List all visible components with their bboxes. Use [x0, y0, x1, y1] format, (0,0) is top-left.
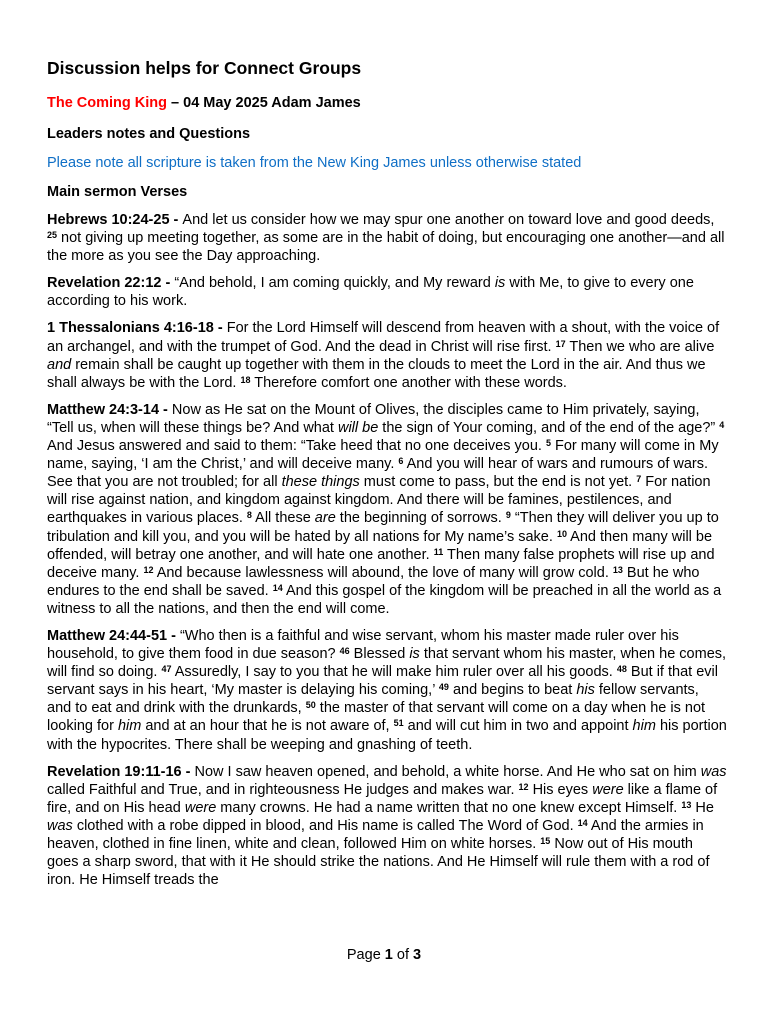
page-total: 3 — [413, 947, 422, 963]
passage-text: “And behold, I am coming quickly, and My reward — [174, 275, 495, 292]
passage-text: the master of that servant will come on a day when he is not looking for — [47, 700, 706, 735]
passage-text: Now out of His mouth goes a sharp sword, that with it He should strike the nations. And He Himself will rule them with a rod of iron. He Himself treads the — [47, 836, 710, 889]
scripture-passage — [47, 274, 727, 310]
passage-text: And let us consider how we may spur one another on toward love and good deeds, — [182, 212, 715, 228]
verse-number: 14 — [272, 582, 283, 593]
italic-text: are — [314, 510, 336, 527]
passage-text: fellow servants, and to eat and drink with the drunkards, — [47, 682, 699, 717]
passage-reference: Revelation 22:12 - — [47, 275, 175, 292]
passage-reference: Matthew 24:3-14 - — [47, 401, 172, 418]
passage-text: the beginning of sorrows. — [335, 510, 506, 527]
italic-text: his — [576, 682, 595, 699]
verse-number: 49 — [438, 682, 449, 693]
passage-text: like a flame of fire, and on His head — [47, 781, 718, 816]
passage-text: not giving up meeting together, as some are in the habit of doing, but encouraging one another—and all the more as you see the Day approaching. — [47, 230, 725, 265]
passage-text: that servant whom his master, when he comes, will find so doing. — [47, 646, 727, 681]
passage-text: His eyes — [528, 781, 593, 798]
passage-text: Then we who are alive — [565, 338, 715, 355]
passage-text: And the armies in heaven, clothed in fine linen, white and clean, followed Him on white horses. — [47, 817, 704, 852]
italic-text: him — [117, 718, 142, 735]
passage-text: But he who endures to the end shall be saved. — [47, 564, 700, 599]
passage-text: He — [691, 799, 714, 816]
scripture-passage — [47, 211, 727, 265]
scripture-passage — [47, 401, 727, 618]
passage-text: All these — [251, 510, 315, 527]
scripture-passage — [47, 319, 727, 391]
passage-list — [47, 211, 727, 889]
passage-text: Now I saw heaven opened, and behold, a white horse. And He who sat on him — [194, 763, 701, 780]
page-prefix: Page — [346, 947, 385, 963]
passage-text: Then many false prophets will rise up and deceive many. — [47, 546, 715, 581]
passage-reference: Hebrews 10:24-25 - — [47, 212, 183, 228]
verse-number: 15 — [540, 836, 551, 846]
passage-reference: 1 Thessalonians 4:16-18 - — [47, 320, 227, 337]
verse-number: 46 — [339, 646, 350, 657]
passage-text: clothed with a robe dipped in blood, and His name is called The Word of God. — [72, 817, 578, 834]
verse-number: 13 — [612, 564, 623, 575]
verse-number: 7 — [636, 474, 642, 485]
sermon-heading — [47, 93, 727, 113]
verse-number: 25 — [47, 230, 58, 241]
scripture-note: Please note all scripture is taken from the New King James unless otherwise stated — [47, 155, 582, 171]
italic-text: were — [184, 799, 217, 816]
passage-text: And then many will be offended, will betray one another, and will hate one another. — [47, 528, 713, 563]
passage-text: For many will come in My name, saying, ‘I am the Christ,’ and will deceive many. — [47, 438, 719, 473]
verse-number: 14 — [577, 817, 588, 828]
passage-text: “Then they will deliver you up to tribulation and kill you, and you will be hated by all nations for My name’s sake. — [47, 510, 719, 545]
passage-text: Now as He sat on the Mount of Olives, the disciples came to Him privately, saying, “Tell us, when will these things be? And what — [47, 401, 700, 436]
page-footer — [0, 945, 768, 965]
italic-text: and — [47, 356, 72, 373]
passage-text: called Faithful and True, and in righteousness He judges and makes war. — [47, 781, 519, 798]
verse-number: 11 — [433, 546, 444, 557]
verse-number: 18 — [240, 374, 251, 385]
italic-text: was — [700, 763, 727, 780]
passage-text: many crowns. He had a name written that no one knew except Himself. — [216, 799, 682, 816]
verse-number: 12 — [143, 564, 154, 575]
verse-number: 10 — [556, 528, 567, 539]
verse-number: 48 — [616, 664, 627, 675]
passage-text: the sign of Your coming, and of the end of the age?” — [378, 419, 720, 436]
document-page — [47, 56, 727, 898]
verse-number: 47 — [161, 664, 172, 675]
passage-text: and will cut him in two and appoint — [403, 718, 633, 735]
passage-reference: Matthew 24:44-51 - — [47, 627, 180, 644]
verse-number: 13 — [681, 799, 692, 810]
passage-text: And because lawlessness will abound, the love of many will grow cold. — [153, 564, 613, 581]
passage-text: Blessed — [349, 646, 410, 663]
passage-text: And you will hear of wars and rumours of wars. See that you are not troubled; for all — [47, 456, 709, 491]
italic-text: is — [409, 646, 420, 663]
italic-text: was — [47, 817, 73, 834]
italic-text: were — [592, 781, 624, 798]
page-current: 1 — [384, 947, 393, 963]
italic-text: these things — [281, 474, 360, 491]
passage-text: But if that evil servant says in his heart, ‘My master is delaying his coming,’ — [47, 664, 718, 699]
verse-number: 51 — [393, 718, 404, 729]
verse-number: 12 — [518, 781, 529, 792]
verse-number: 6 — [398, 456, 404, 467]
verse-number: 8 — [246, 510, 252, 521]
passage-text: Assuredly, I say to you that he will make him ruler over all his goods. — [171, 664, 617, 681]
passage-text: For nation will rise against nation, and kingdom against kingdom. And there will be famines, pestilences, and earthquakes in various places. — [47, 474, 711, 527]
passage-text: And this gospel of the kingdom will be preached in all the world as a witness to all the nations, and then the end will come. — [47, 582, 722, 617]
passage-text: remain shall be caught up together with them in the clouds to meet the Lord in the air. And thus we shall always be with the Lord. — [47, 356, 706, 391]
sermon-title: The Coming King — [47, 95, 168, 111]
page-separator: of — [392, 947, 414, 963]
passage-text: his portion with the hypocrites. There shall be weeping and gnashing of teeth. — [47, 718, 727, 753]
passage-reference: Revelation 19:11-16 - — [47, 763, 195, 780]
verse-number: 5 — [545, 438, 551, 449]
passage-text: and at an hour that he is not aware of, — [141, 718, 394, 735]
italic-text: him — [632, 718, 656, 735]
page-title: Discussion helps for Connect Groups — [47, 58, 362, 78]
passage-text: For the Lord Himself will descend from heaven with a shout, with the voice of an archangel, and with the trumpet of God. And the dead in Christ will rise first. — [47, 320, 720, 355]
leaders-notes-label: Leaders notes and Questions — [47, 126, 251, 142]
scripture-passage — [47, 627, 727, 754]
passage-text: Therefore comfort one another with these words. — [250, 374, 567, 391]
passage-text: “Who then is a faithful and wise servant, whom his master made ruler over his household, to give them food in due season? — [47, 627, 679, 663]
verse-number: 17 — [555, 338, 566, 349]
passage-text: must come to pass, but the end is not yet. — [359, 474, 637, 491]
verse-number: 50 — [305, 700, 316, 711]
verse-number: 4 — [719, 419, 725, 430]
italic-text: will be — [337, 419, 379, 436]
passage-text: and begins to beat — [448, 682, 577, 699]
italic-text: is — [494, 275, 506, 292]
passage-text: And Jesus answered and said to them: “Take heed that no one deceives you. — [47, 438, 546, 455]
sermon-meta: – 04 May 2025 Adam James — [167, 95, 361, 111]
verse-number: 9 — [505, 510, 511, 521]
passage-text: with Me, to give to every one according to his work. — [47, 275, 694, 310]
main-verses-label: Main sermon Verses — [47, 184, 188, 200]
scripture-passage — [47, 763, 727, 890]
